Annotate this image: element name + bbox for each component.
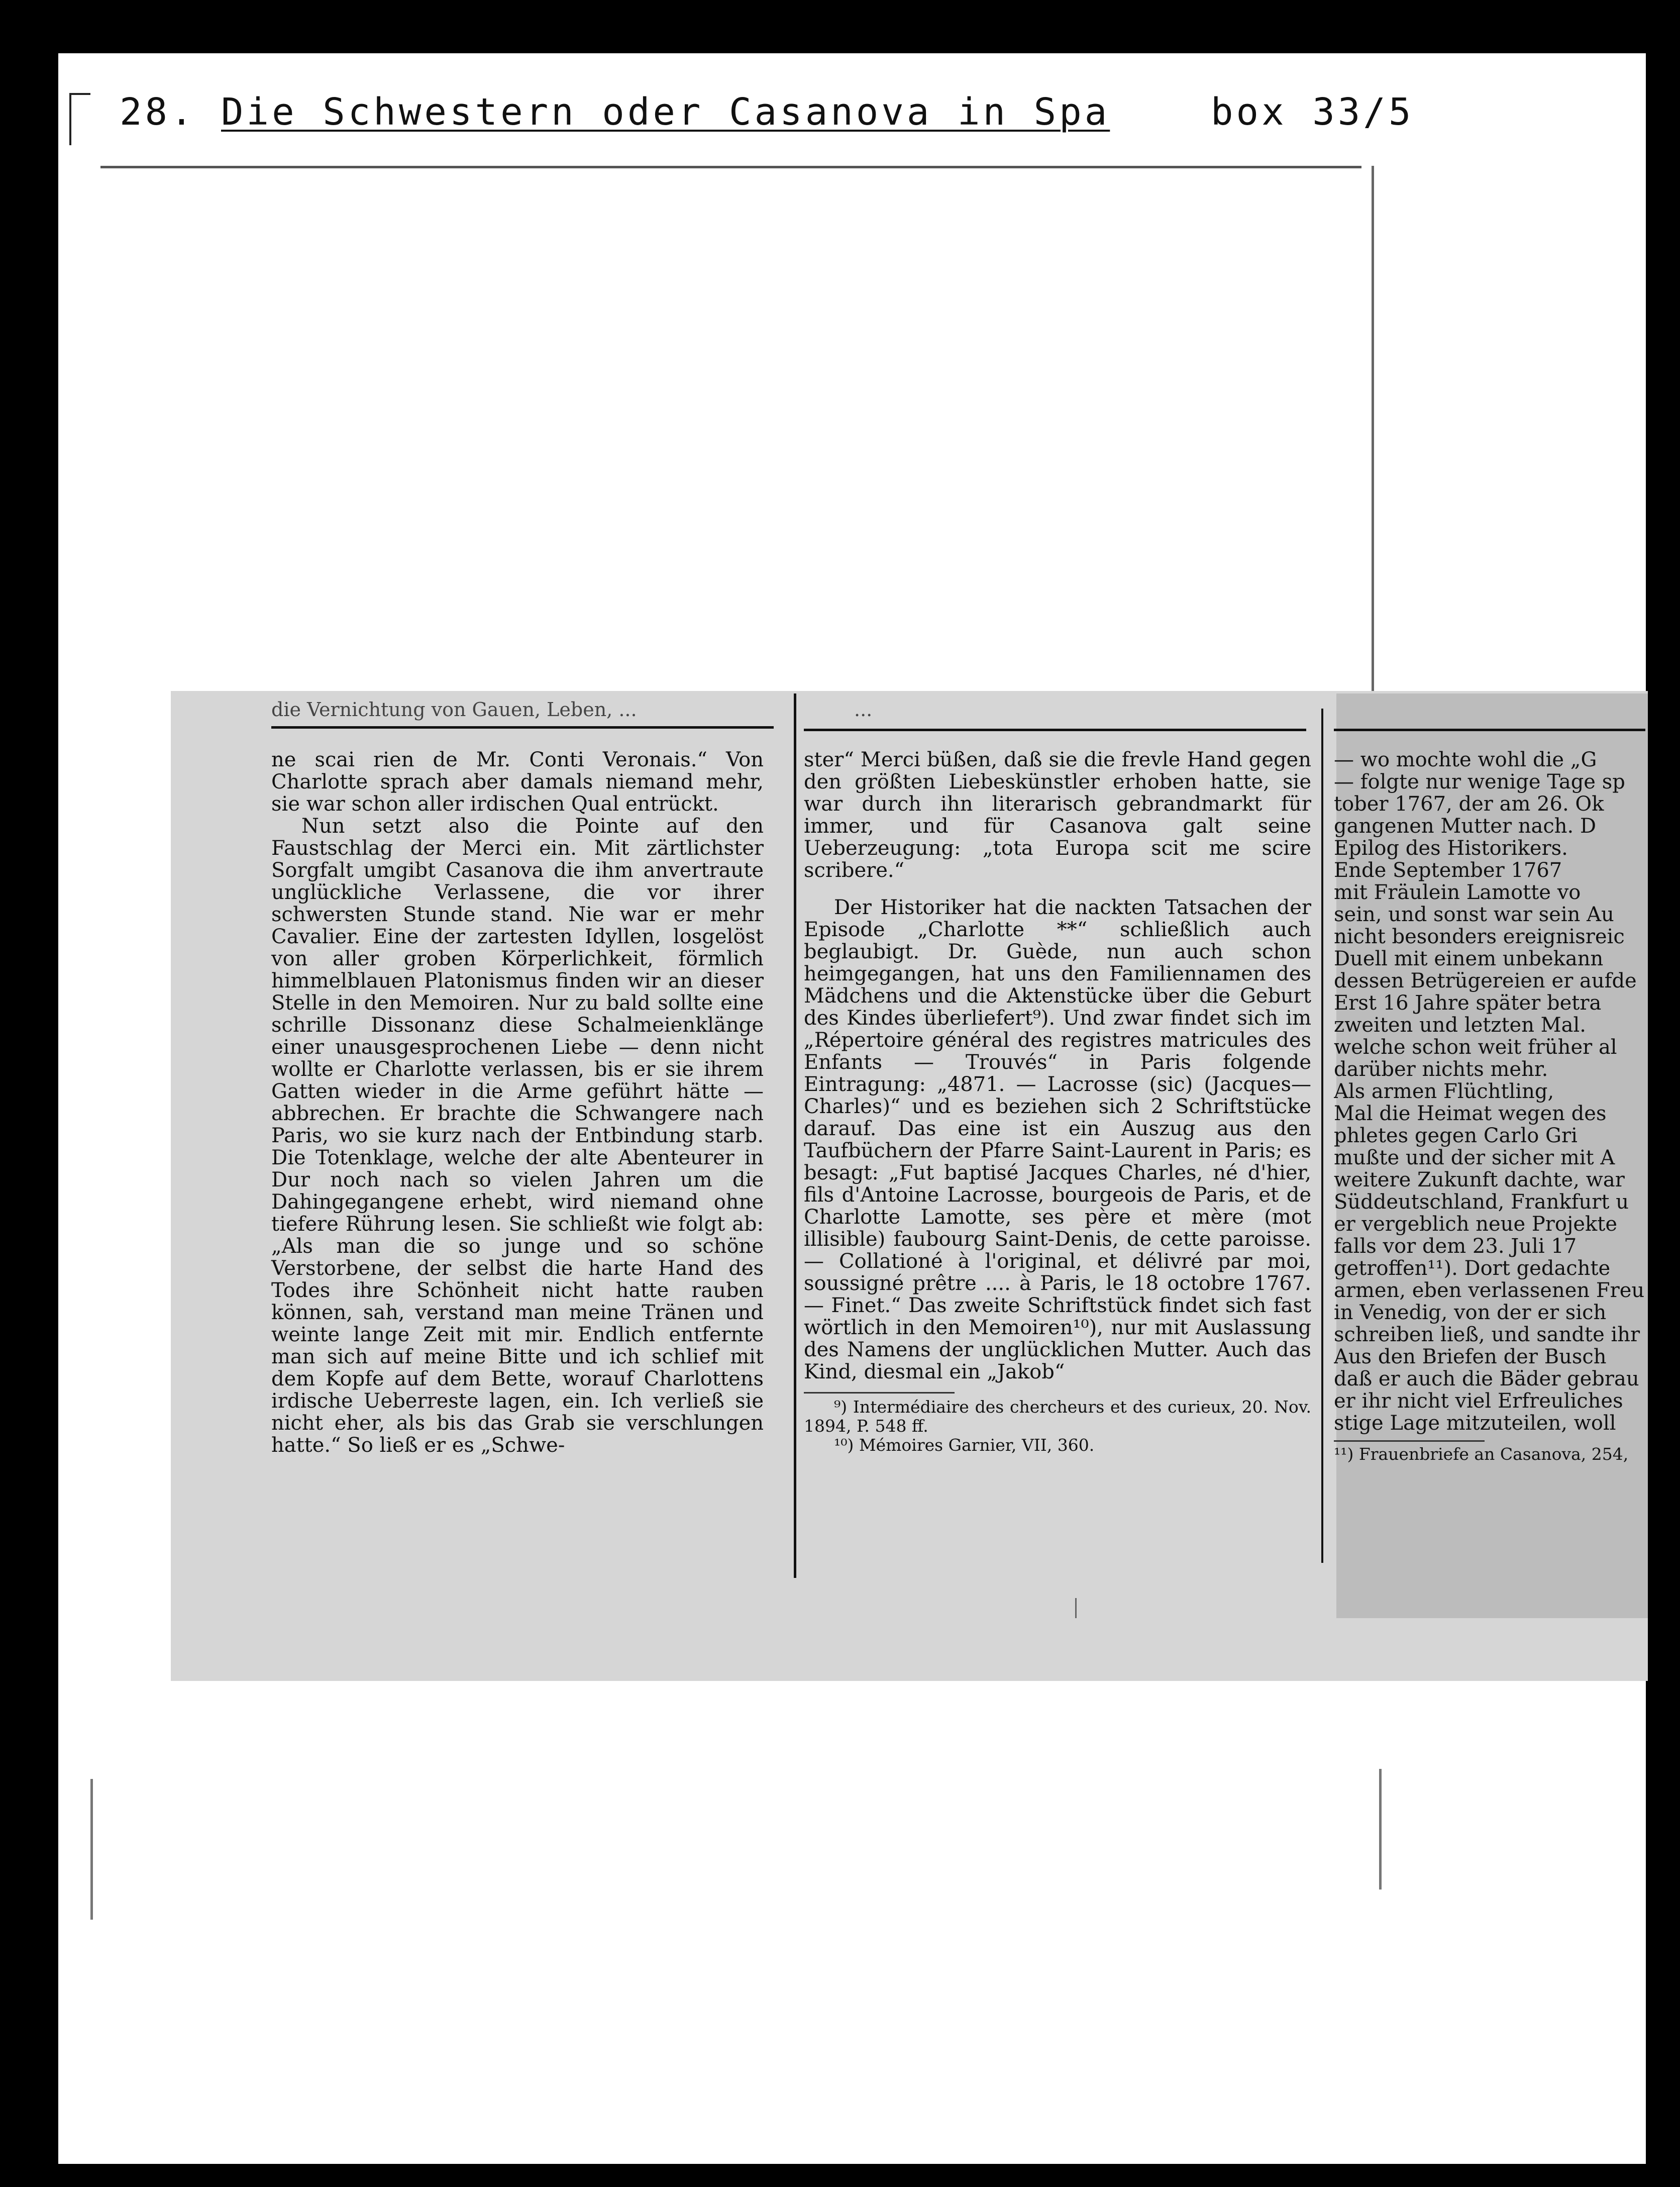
text-line: er ihr nicht viel Erfreuliches — [1334, 1389, 1623, 1413]
text-line: sein, und sonst war sein Au — [1334, 903, 1614, 926]
text-line: stige Lage mitzuteilen, woll — [1334, 1412, 1616, 1435]
text-line: armen, eben verlassenen Freu — [1334, 1279, 1645, 1302]
paragraph: ne scai rien de Mr. Conti Veronais.“ Von Charlotte sprach aber damals niemand mehr, sie war schon aller irdischen Qual entrückt. — [271, 748, 764, 816]
paragraph: ster“ Merci büßen, daß sie die frevle Hand gegen den größten Liebeskünstler erhoben hatte, sie war durch ihn literarisch gebrandmarkt für immer, und für Casanova galt seine Ueberzeugung: „tota Europa scit me scire scribere.“ — [804, 748, 1311, 882]
footnote-rule — [804, 1392, 955, 1394]
text-line: in Venedig, von der er sich — [1334, 1301, 1607, 1324]
sheet-edge-mark — [90, 1779, 93, 1920]
text-line: Duell mit einem unbekann — [1334, 947, 1604, 970]
text-line: schreiben ließ, und sandte ihr — [1334, 1323, 1640, 1346]
paragraph: Der Historiker hat die nackten Tatsachen der Episode „Charlotte **“ schließlich auch beglaubigt. Dr. Guède, nun auch schon heimgegangen, hat uns den Familiennamen des Mädchens und die Aktenstücke über die Geburt des Kindes überliefert⁹). Und zwar findet sich im „Répertoire général des registres matricules des Enfants — Trouvés“ in Paris folgende Eintragung: „4871. — Lacrosse (sic) (Jacques—Charles)“ und es beziehen sich 2 Schriftstücke darauf. Das eine ist ein Auszug aus den Taufbüchern der Pfarre Saint-Laurent in Paris; es besagt: „Fut baptisé Jacques Charles, né d'hier, fils d'Antoine Lacrosse, bourgeois de Paris, et de Charlotte Lamotte, ses père et mère (mot illisible) faubourg Saint-Denis, de cette paroisse. — Collationé à l'original, et délivré par moi, soussigné prêtre .... à Paris, le 18 octobre 1767. — Finet.“ Das zweite Schriftstück findet sich fast wörtlich in den Memoiren¹⁰), nur mit Auslassung des Namens der unglücklichen Mutter. Auch das Kind, diesmal ein „Jakob“ — [804, 896, 1311, 1383]
text-line: er vergeblich neue Projekte — [1334, 1213, 1618, 1236]
text-line: — folgte nur wenige Tage sp — [1334, 770, 1625, 793]
footnote: ¹⁰) Mémoires Garnier, VII, 360. — [834, 1435, 1095, 1455]
text-line: mußte und der sicher mit A — [1334, 1146, 1615, 1169]
top-cut-text: die Vernichtung von Gauen, Leben, ... — [271, 699, 637, 721]
text-line: — wo mochte wohl die „G — [1334, 749, 1597, 771]
article-column-3 — [1334, 749, 1645, 1464]
column-rule-b — [804, 729, 1306, 731]
text-line: dessen Betrügereien er aufde — [1334, 969, 1637, 992]
text-line: falls vor dem 23. Juli 17 — [1334, 1235, 1577, 1258]
divider-line — [100, 166, 1361, 168]
crease-mark — [1075, 1598, 1077, 1618]
item-number: 28. — [120, 90, 196, 134]
text-line: weitere Zukunft dachte, war — [1334, 1168, 1625, 1191]
article-column-2 — [804, 749, 1311, 1455]
top-cut-text-right: ... — [854, 699, 873, 721]
text-line: getroffen¹¹). Dort gedachte — [1334, 1257, 1611, 1280]
text-line: gangenen Mutter nach. D — [1334, 815, 1597, 838]
corner-bracket — [69, 93, 90, 145]
text-line: Mal die Heimat wegen des — [1334, 1102, 1607, 1125]
text-line: Aus den Briefen der Busch — [1334, 1345, 1607, 1368]
text-line: Süddeutschland, Frankfurt u — [1334, 1190, 1629, 1214]
column-separator-1 — [794, 693, 796, 1578]
item-title: Die Schwestern oder Casanova in Spa — [221, 90, 1110, 134]
text-line: nicht besonders ereignisreic — [1334, 925, 1625, 948]
column-separator-2 — [1321, 709, 1323, 1563]
text-line: Ende September 1767 — [1334, 859, 1562, 882]
text-line: mit Fräulein Lamotte vo — [1334, 881, 1581, 904]
footnote: ⁹) Intermédiaire des chercheurs et des curieux, 20. Nov. 1894, P. 548 ff. — [804, 1397, 1311, 1436]
text-line: Epilog des Historikers. — [1334, 837, 1568, 860]
column-rule-a — [271, 726, 774, 729]
column-rule-c — [1334, 729, 1645, 731]
text-line: phletes gegen Carlo Gri — [1334, 1124, 1578, 1147]
text-line: darüber nichts mehr. — [1334, 1058, 1548, 1081]
text-line: welche schon weit früher al — [1334, 1036, 1617, 1059]
footnote-rule — [1334, 1440, 1485, 1442]
article-column-1 — [271, 749, 764, 1456]
footnote: ¹¹) Frauenbriefe an Casanova, 254, — [1334, 1444, 1629, 1464]
text-line: tober 1767, der am 26. Ok — [1334, 792, 1604, 816]
sheet-edge-mark — [1379, 1769, 1382, 1890]
text-line: zweiten und letzten Mal. — [1334, 1014, 1586, 1037]
text-line: Als armen Flüchtling, — [1334, 1080, 1554, 1103]
text-line: daß er auch die Bäder gebrau — [1334, 1367, 1639, 1390]
text-line: Erst 16 Jahre später betra — [1334, 991, 1602, 1015]
box-label: box 33/5 — [1211, 90, 1414, 134]
paragraph: Nun setzt also die Pointe auf den Faustschlag der Merci ein. Mit zärtlichster Sorgfalt umgibt Casanova die ihm anvertraute unglückliche Verlassene, die vor ihrer schwersten Stunde stand. Nie war er mehr Cavalier. Eine der zartesten Idyllen, losgelöst von aller groben Körperlichkeit, förmlich himmelblauen Platonismus finden wir an dieser Stelle in den Memoiren. Nur zu bald sollte eine schrille Dissonanz diese Schalmeienklänge einer unausgesprochenen Liebe — denn nicht wollte er Charlotte verlassen, bis er sie ihrem Gatten wieder in die Arme geführt hätte — abbrechen. Er brachte die Schwangere nach Paris, wo sie kurz nach der Entbindung starb. Die Totenklage, welche der alte Abenteurer in Dur noch nach so vielen Jahren um die Dahingegangene erhebt, wird niemand ohne tiefere Rührung lesen. Sie schließt wie folgt ab: „Als man die so junge und so schöne Verstorbene, der selbst die harte Hand des Todes ihre Schönheit nicht hatte rauben können, sah, verstand man meine Tränen und weinte lange Zeit mit mir. Endlich entfernte man sich auf meine Bitte und ich schlief mit dem Kopfe auf dem Bette, worauf Charlottens irdische Ueberreste lagen, ein. Ich verließ sie nicht eher, als bis das Grab sie verschlungen hatte.“ So ließ er es „Schwe- — [271, 815, 764, 1457]
